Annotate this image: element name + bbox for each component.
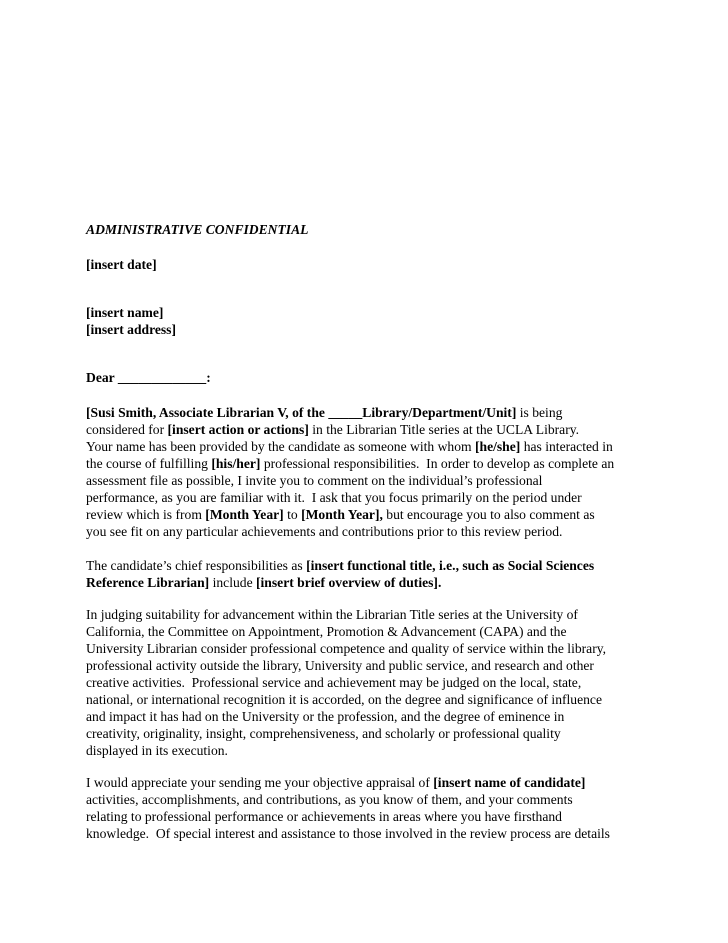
paragraph-3-line: displayed in its execution. <box>86 743 228 758</box>
paragraph-3-line: professional activity outside the library, University and public service, and research and other <box>86 658 594 673</box>
paragraph-1-line: considered for [insert action or actions] in the Librarian Title series at the UCLA Library. <box>86 422 580 437</box>
paragraph-1-line: [Susi Smith, Associate Librarian V, of the _____Library/Department/Unit] is being <box>86 405 563 420</box>
paragraph-3-line: creative activities. Professional service and achievement may be judged on the local, state, <box>86 675 582 690</box>
paragraph-1-line: performance, as you are familiar with it. I ask that you focus primarily on the period under <box>86 490 582 505</box>
paragraph-4-line: activities, accomplishments, and contributions, as you know of them, and your comments <box>86 792 573 807</box>
paragraph-1-line: assessment file as possible, I invite you to comment on the individual’s professional <box>86 473 543 488</box>
paragraph-3-line: California, the Committee on Appointment, Promotion & Advancement (CAPA) and the <box>86 624 567 639</box>
paragraph-1-line: review which is from [Month Year] to [Month Year], but encourage you to also comment as <box>86 507 595 522</box>
paragraph-4-line: knowledge. Of special interest and assistance to those involved in the review process are details <box>86 826 610 841</box>
confidential-heading: ADMINISTRATIVE CONFIDENTIAL <box>86 222 309 237</box>
paragraph-2-line: The candidate’s chief responsibilities as [insert functional title, i.e., such as Social Sciences <box>86 558 595 573</box>
recipient-name-line <box>86 304 163 322</box>
paragraph-3-line: and impact it has had on the University or the profession, and the degree of eminence in <box>86 709 565 724</box>
paragraph-1-line: Your name has been provided by the candidate as someone with whom [he/she] has interacted in <box>86 439 613 454</box>
paragraph-2-line: Reference Librarian] include [insert brief overview of duties]. <box>86 575 442 590</box>
recipient-address-line <box>86 321 176 339</box>
paragraph-3-line: University Librarian consider professional competence and quality of service within the library, <box>86 641 607 656</box>
paragraph-1-line: the course of fulfilling [his/her] professional responsibilities. In order to develop as complete an <box>86 456 615 471</box>
paragraph-3-line: creativity, originality, insight, comprehensiveness, and scholarly or professional quality <box>86 726 561 741</box>
paragraph-4-line: I would appreciate your sending me your objective appraisal of [insert name of candidate] <box>86 775 586 790</box>
paragraph-3-line: national, or international recognition it is accorded, on the degree and significance of influence <box>86 692 602 707</box>
paragraph-1-line: you see fit on any particular achievements and contributions prior to this review period. <box>86 524 563 539</box>
name-placeholder: [insert name] <box>86 305 164 320</box>
paragraph-3-line: In judging suitability for advancement within the Librarian Title series at the University of <box>86 607 578 622</box>
salutation: Dear _____________: <box>86 370 211 385</box>
paragraph-4-line: relating to professional performance or achievements in areas where you have firsthand <box>86 809 562 824</box>
address-placeholder: [insert address] <box>86 322 176 337</box>
date-placeholder: [insert date] <box>86 257 157 272</box>
date-line <box>86 256 157 274</box>
